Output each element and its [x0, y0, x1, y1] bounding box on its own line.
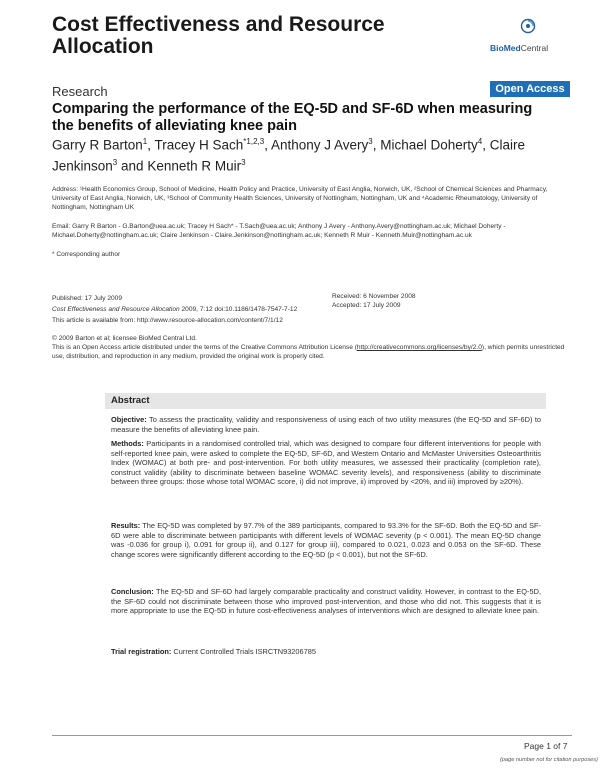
license-text: This is an Open Access article distributed under the terms of the Creative Commons Attribution License (http://creativecommons.org/licenses/by/2.0), which permits unrestricted use, distribution, and reproduction in any medium, provided the original work is properly cited. [52, 344, 565, 360]
corresponding-author-note: * Corresponding author [52, 251, 121, 258]
author-emails[interactable]: Email: Garry R Barton - G.Barton@uea.ac.uk; Tracey H Sach* - T.Sach@uea.ac.uk; Anthony J Avery - Anthony.Avery@nottingham.ac.uk; Michael Doherty - Michael.Doherty@nottingham.ac.uk; Claire Jenkinson - Claire.Jenkinson@nottingham.ac.uk; Kenneth R Muir - Kenneth.Muir@nottingham.ac.uk [52, 223, 506, 239]
author-list: Garry R Barton$^1$, Tracey H Sach$^{*1,2,3}$, Anthony J Avery$^3$, Michael Doherty$^4$, Claire Jenkinson$^3$ and Kenneth R Muir$^3$ [52, 137, 526, 173]
author-name[interactable]: Tracey H Sach [154, 137, 244, 153]
author-name[interactable]: Claire Jenkinson [52, 137, 526, 173]
received-date: Received: 6 November 2008 [332, 293, 416, 300]
abstract-header [105, 393, 546, 409]
abstract-heading: Abstract [111, 395, 150, 406]
abstract-conclusion: Conclusion: The EQ-5D and SF-6D had largely comparable practicality and construct validity. However, in contrast to the EQ-5D, the SF-6D could not discriminate between those who improved post-intervention, and those who did not. This suggests that it is more appropriate to use the EQ-5D in future cost-effectiveness analyses of interventions which are designed to alleviate knee pain. [111, 587, 541, 616]
article-title: Comparing the performance of the EQ-5D and SF-6D when measuring the benefits of alleviating knee pain [52, 101, 533, 134]
abstract-results: Results: The EQ-5D was completed by 97.7% of the 389 participants, compared to 93.3% for the SF-6D. Both the EQ-5D and SF-6D were able to discriminate between participants with different levels of WOMAC severity (p < 0.001). The mean EQ-5D change was -0.036 for group i), 0.091 for group ii), and 0.127 for group iii), compared to 0.021, 0.023 and 0.053 on the SF-6D. These change scores were significantly different according to the EQ-5D (p < 0.001), but not the SF-6D. [111, 521, 541, 559]
publication-info [52, 293, 332, 326]
footer-divider [52, 735, 572, 736]
license-link[interactable]: http://creativecommons.org/licenses/by/2.0 [356, 344, 482, 351]
abstract-objective: Objective: To assess the practicality, validity and responsiveness of using each of two utility measures (the EQ-5D and SF-6D) to measure the benefits of alleviating knee pain. [111, 415, 541, 434]
logo-text: BioMedCentral [490, 43, 549, 53]
citation: Cost Effectiveness and Resource Allocation 2009, 7:12 doi:10.1186/1478-7547-7-12 [52, 306, 298, 313]
copyright-license [52, 334, 572, 361]
open-access-badge: Open Access [490, 81, 570, 97]
author-name[interactable]: Garry R Barton [52, 137, 143, 153]
abstract-box [105, 393, 546, 728]
received-dates [332, 293, 532, 310]
author-name[interactable]: Kenneth R Muir [147, 158, 242, 173]
copyright: © 2009 Barton et al; licensee BioMed Central Ltd. [52, 335, 197, 342]
affiliations: Address: ¹Health Economics Group, School of Medicine, Health Policy and Practice, University of East Anglia, Norwich, UK, ²School of Chemical Sciences and Pharmacy, University of East Anglia, Norwich, UK, ³School of Community Health Sciences, University of Nottingham, Nottingham, UK and ⁴Academic Rheumatology, University of Nottingham, Nottingham UK [52, 186, 548, 211]
abstract-trial-registration: Trial registration: Current Controlled Trials ISRCTN93206785 [111, 647, 316, 656]
journal-title: Cost Effectiveness and Resource Allocation [52, 13, 385, 58]
section-label: Research [52, 84, 108, 99]
biomed-central-logo[interactable] [488, 16, 568, 56]
author-name[interactable]: Anthony J Avery [270, 137, 369, 153]
abstract-methods: Methods: Participants in a randomised controlled trial, which was designed to compare four different interventions for people with self-reported knee pain, were asked to complete the EQ-5D, SF-6D, and Western Ontario and McMaster Universities Osteoarthritis Index (WOMAC) at both pre- and post-intervention. For both utility measures, we assessed their practicality (completion rate), construct validity (ability to discriminate between baseline WOMAC severity levels), and responsiveness (ability to discriminate between three groups: those whose total WOMAC score, i) did not improve, ii) improved by <20%, and iii) improved by ≥20%). [111, 439, 541, 487]
author-name[interactable]: Michael Doherty [380, 137, 478, 153]
published-date: Published: 17 July 2009 [52, 295, 123, 302]
article-url[interactable]: This article is available from: http://www.resource-allocation.com/content/7/1/12 [52, 317, 283, 324]
page-note: (page number not for citation purposes) [500, 757, 598, 763]
accepted-date: Accepted: 17 July 2009 [332, 301, 401, 309]
biomed-spiral-icon [520, 18, 536, 34]
page-number: Page 1 of 7 [524, 741, 568, 751]
